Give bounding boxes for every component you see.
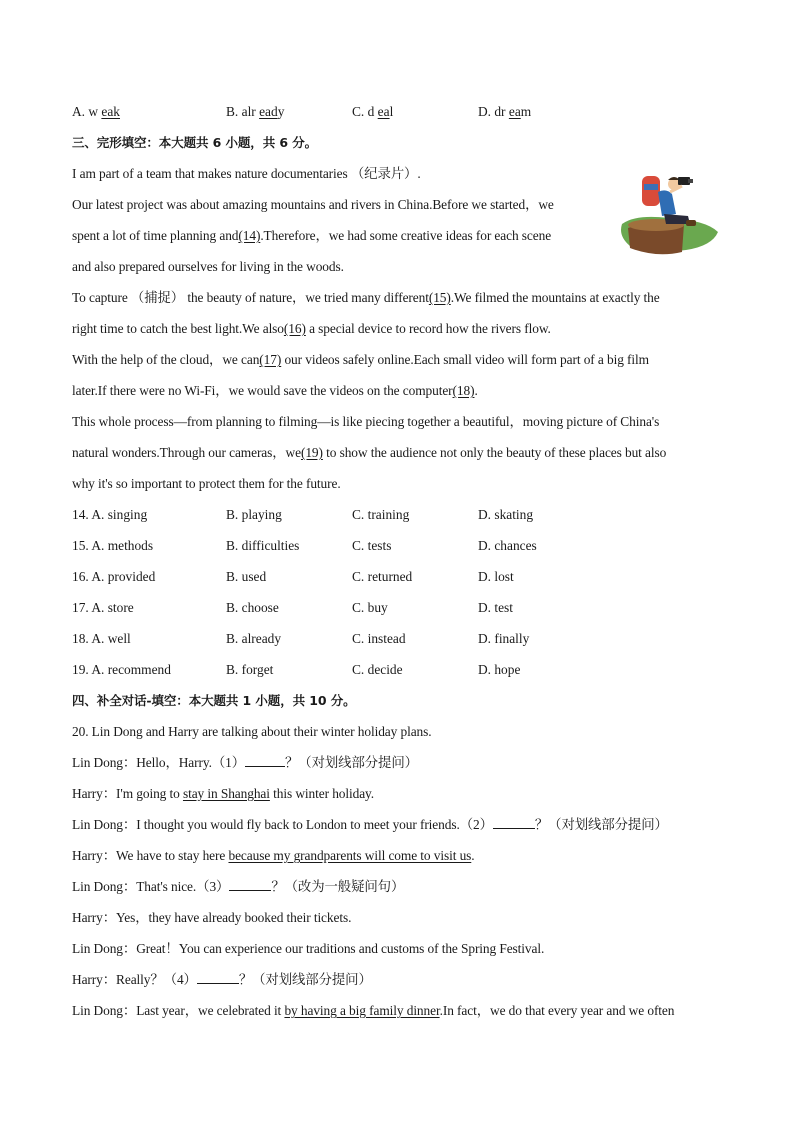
underlined-phrase: stay in Shanghai	[182, 786, 270, 801]
option-text: y	[277, 104, 285, 119]
previous-question-options	[72, 101, 732, 132]
dialogue-text: .	[471, 848, 475, 863]
option-b	[226, 101, 284, 123]
question-row	[72, 628, 732, 659]
backpack	[642, 176, 660, 206]
passage-text: a special device to record how the rivers flow.	[305, 321, 551, 336]
passage-line	[72, 442, 732, 473]
answer-option-a[interactable]: 18. A. well	[72, 631, 131, 646]
option-text: B. alr	[226, 104, 260, 119]
answer-blank-3[interactable]	[229, 876, 271, 891]
dialogue-line	[72, 969, 732, 1000]
answer-option-a[interactable]: 15. A. methods	[72, 538, 154, 553]
dialogue-text: Harry：We have to stay here	[72, 848, 229, 863]
answer-option-c[interactable]: C. training	[352, 507, 410, 522]
question-row	[72, 659, 732, 690]
passage-line	[72, 349, 732, 380]
dialogue-text: Lin Dong：I thought you would fly back to London to meet your friends.（2）	[72, 817, 493, 832]
answer-option-b[interactable]: B. playing	[226, 507, 282, 522]
passage-line: Our latest project was about amazing mountains and rivers in China.Before we started，we	[72, 197, 554, 212]
passage-text: .	[474, 383, 478, 398]
dialogue-line	[72, 1000, 732, 1031]
blank-15: (15)	[428, 290, 451, 305]
answer-option-d[interactable]: D. lost	[478, 569, 514, 584]
passage-line: why it's so important to protect them for the future.	[72, 476, 341, 491]
option-text: D. dr	[478, 104, 509, 119]
answer-option-d[interactable]: D. skating	[478, 507, 534, 522]
dialogue-text: ？（改为一般疑问句）	[271, 879, 405, 894]
section-3-heading: 三、完形填空：本大题共 6 小题，共 6 分。	[72, 135, 318, 150]
answer-option-a[interactable]: 19. A. recommend	[72, 662, 171, 677]
answer-option-d[interactable]: D. test	[478, 600, 513, 615]
passage-text: later.If there were no Wi-Fi，we would save the videos on the computer	[72, 383, 453, 398]
answer-blank-2[interactable]	[493, 814, 535, 829]
answer-option-b[interactable]: B. used	[226, 569, 267, 584]
passage-line: I am part of a team that makes nature documentaries （纪录片）.	[72, 166, 421, 181]
dialogue-line	[72, 752, 732, 783]
underlined-letters: eak	[101, 104, 120, 119]
backpack-strap	[644, 184, 658, 190]
dialogue-line: Lin Dong：Great！You can experience our traditions and customs of the Spring Festival.	[72, 941, 545, 956]
photographer-illustration	[616, 162, 724, 258]
option-a	[72, 101, 120, 123]
answer-option-c[interactable]: C. returned	[352, 569, 413, 584]
option-text: l	[389, 104, 394, 119]
passage-text: .Therefore，we had some creative ideas for each scene	[260, 228, 552, 243]
dialogue-text: ？（对划线部分提问）	[238, 972, 372, 987]
dialogue-text: .In fact，we do that every year and we often	[439, 1003, 675, 1018]
answer-option-b[interactable]: B. already	[226, 631, 282, 646]
blank-16: (16)	[283, 321, 306, 336]
underlined-phrase: by having a big family dinner	[284, 1003, 440, 1018]
question-list	[72, 504, 732, 690]
dialogue-text: ？（对划线部分提问）	[534, 817, 668, 832]
dialogue-line: Harry：Yes，they have already booked their tickets.	[72, 910, 352, 925]
section-4-heading: 四、补全对话-填空：本大题共 1 小题，共 10 分。	[72, 693, 356, 708]
answer-option-c[interactable]: C. decide	[352, 662, 403, 677]
dialogue-line	[72, 814, 732, 845]
underlined-phrase: because my grandparents will come to visit us	[228, 848, 472, 863]
passage-line: and also prepared ourselves for living in the woods.	[72, 259, 344, 274]
dialogue-text: Harry：Really？（4）	[72, 972, 197, 987]
option-d	[478, 101, 531, 123]
dialogue-text: Lin Dong：Last year，we celebrated it	[72, 1003, 285, 1018]
passage-text: .We filmed the mountains at exactly the	[450, 290, 660, 305]
question-row	[72, 535, 732, 566]
answer-option-a[interactable]: 14. A. singing	[72, 507, 148, 522]
answer-option-c[interactable]: C. tests	[352, 538, 392, 553]
dialogue-line	[72, 876, 732, 907]
answer-option-d[interactable]: D. chances	[478, 538, 537, 553]
answer-option-d[interactable]: D. hope	[478, 662, 521, 677]
dialogue-line	[72, 845, 732, 876]
answer-option-b[interactable]: B. choose	[226, 600, 279, 615]
blank-14: (14)	[238, 228, 261, 243]
answer-option-b[interactable]: B. forget	[226, 662, 274, 677]
question-row	[72, 566, 732, 597]
question-row	[72, 504, 732, 535]
jacket	[658, 190, 676, 216]
dialogue-text: Lin Dong：That's nice.（3）	[72, 879, 230, 894]
boot	[686, 220, 696, 226]
passage-text: to show the audience not only the beauty of these places but also	[322, 445, 667, 460]
answer-blank-1[interactable]	[245, 752, 285, 767]
underlined-letters: ead	[259, 104, 278, 119]
answer-option-a[interactable]: 17. A. store	[72, 600, 134, 615]
underlined-letters: ea	[377, 104, 390, 119]
underlined-letters: ea	[508, 104, 521, 119]
passage-text: natural wonders.Through our cameras，we	[72, 445, 301, 460]
passage-text: To capture （捕捉） the beauty of nature，we tried many different	[72, 290, 429, 305]
blank-18: (18)	[452, 383, 475, 398]
answer-blank-4[interactable]	[197, 969, 239, 984]
passage-text: spent a lot of time planning and	[72, 228, 239, 243]
answer-option-d[interactable]: D. finally	[478, 631, 530, 646]
answer-option-c[interactable]: C. buy	[352, 600, 388, 615]
option-text: m	[520, 104, 532, 119]
option-text: A. w	[72, 104, 102, 119]
passage-text: our videos safely online.Each small video will form part of a big film	[281, 352, 649, 367]
answer-option-a[interactable]: 16. A. provided	[72, 569, 156, 584]
passage-line: This whole process—from planning to filming—is like piecing together a beautiful，moving picture of China's	[72, 414, 660, 429]
dialogue-text: Lin Dong：Hello，Harry.（1）	[72, 755, 246, 770]
passage-line	[72, 287, 732, 318]
blank-19: (19)	[300, 445, 323, 460]
camera-lens	[688, 179, 693, 183]
dialogue-text: ？（对划线部分提问）	[285, 755, 418, 770]
option-text: C. d	[352, 104, 378, 119]
dialogue-line	[72, 783, 732, 814]
passage-line	[72, 380, 732, 411]
blank-17: (17)	[259, 352, 282, 367]
answer-option-c[interactable]: C. instead	[352, 631, 406, 646]
dialogue-text: Harry：I'm going to	[72, 786, 183, 801]
dialogue-text: this winter holiday.	[269, 786, 375, 801]
passage-text: With the help of the cloud，we can	[72, 352, 260, 367]
dialogue-intro: 20. Lin Dong and Harry are talking about their winter holiday plans.	[72, 724, 432, 739]
passage-text: right time to catch the best light.We also	[72, 321, 284, 336]
option-c	[352, 101, 393, 123]
passage-line	[72, 318, 732, 349]
answer-option-b[interactable]: B. difficulties	[226, 538, 300, 553]
question-row	[72, 597, 732, 628]
